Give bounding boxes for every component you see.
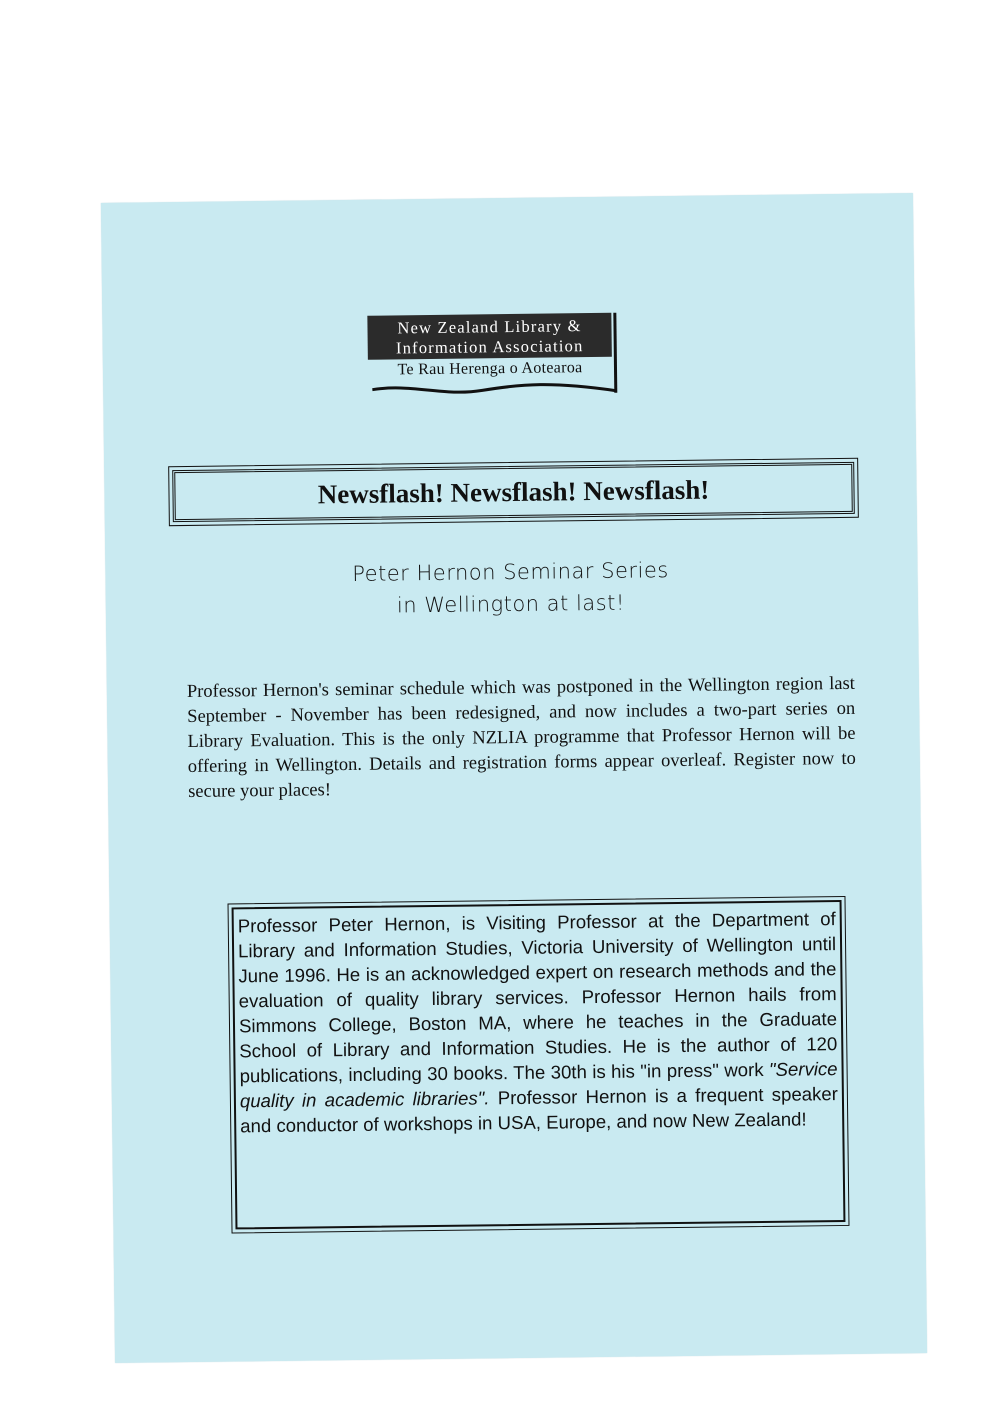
subtitle-line-2: in Wellington at last!: [396, 590, 625, 618]
logo-title-block: [367, 313, 612, 360]
bio-book-title: "Service quality in academic libraries".: [239, 1058, 838, 1112]
bio-box: [232, 900, 846, 1229]
flyer-page: [101, 193, 927, 1363]
logo-maori-name: Te Rau Herenga o Aotearoa: [397, 359, 583, 379]
bio-text-part-2: Professor Hernon is a frequent speaker and conductor of workshops in USA, Europe, and now New Zealand!: [240, 1083, 839, 1137]
seminar-subtitle: [255, 553, 766, 623]
intro-paragraph: Professor Hernon's seminar schedule which was postponed in the Wellington region last September - November has been redesigned, and now includes a two-part series on Library Evaluation. This is the only NZLIA programme that Professor Hernon will be offering in Wellington. Details and registration forms appear overleaf. Register now to secure your places!: [186, 673, 856, 802]
logo-wave-icon: [372, 379, 618, 402]
logo-line-2: Information Association: [395, 336, 584, 358]
bio-text-part-1: Professor Peter Hernon, is Visiting Professor at the Department of Library and Information Studies, Victoria University of Wellington until June 1996. He is an acknowledged expert on research methods and the evaluation of quality library services. Professor Hernon hails from Simmons College, Boston MA, where he teaches in the Graduate School of Library and Information Studies. He is the author of 120 publications, including 30 books. The 30th is his "in press" work: [237, 908, 838, 1087]
subtitle-line-1: Peter Hernon Seminar Series: [352, 558, 669, 586]
nzlia-logo: [367, 313, 628, 408]
logo-line-1: New Zealand Library &: [397, 316, 582, 338]
newsflash-banner: Newsflash! Newsflash! Newsflash!: [172, 462, 855, 522]
